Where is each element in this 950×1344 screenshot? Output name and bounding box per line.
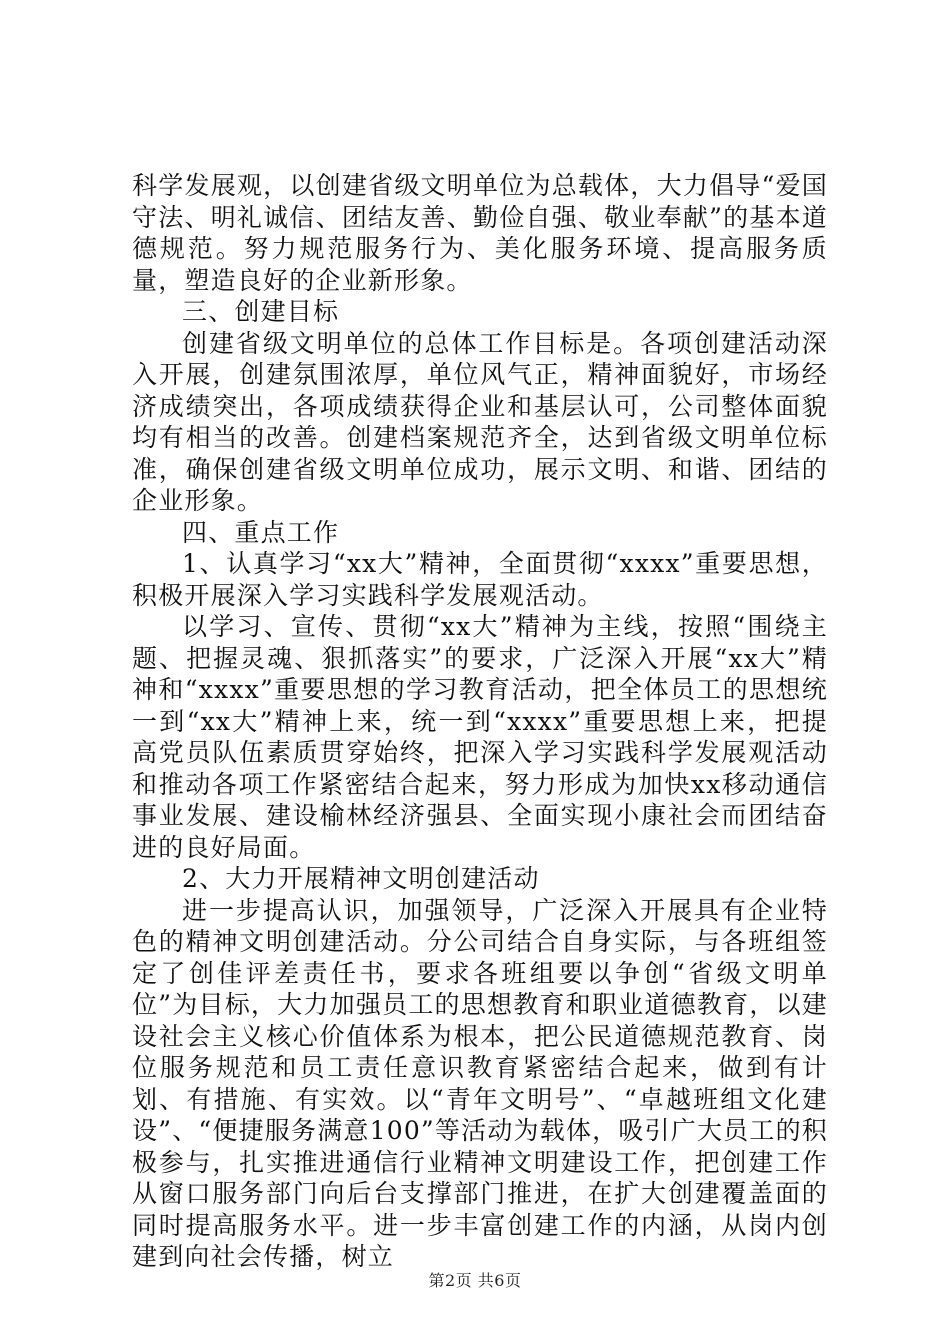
subheading-1: 1、认真学习“xx大”精神，全面贯彻“xxxx”重要思想，积极开展深入学习实践科学发展观活动。: [132, 549, 828, 610]
paragraph-1: 科学发展观，以创建省级文明单位为总载体，大力倡导“爱国守法、明礼诚信、团结友善、勤俭自强、敬业奉献”的基本道德规范。努力规范服务行为、美化服务环境、提高服务质量，塑造良好的企业新形象。: [132, 171, 828, 295]
paragraph-study: 以学习、宣传、贯彻“xx大”精神为主线，按照“围绕主题、把握灵魂、狠抓落实”的要求，广泛深入开展“xx大”精神和“xxxx”重要思想的学习教育活动，把全体员工的思想统一到“xx大”精神上来，统一到“xxxx”重要思想上来，把提高党员队伍素质贯穿始终，把深入学习实践科学发展观活动和推动各项工作紧密结合起来，努力形成为加快xx移动通信事业发展、建设榆林经济强县、全面实现小康社会而团结奋进的良好局面。: [132, 612, 828, 862]
paragraph-civilization: 进一步提高认识，加强领导，广泛深入开展具有企业特色的精神文明创建活动。分公司结合自身实际，与各班组签定了创佳评差责任书，要求各班组要以争创“省级文明单位”为目标，大力加强员工的思想教育和职业道德教育，以建设社会主义核心价值体系为根本，把公民道德规范教育、岗位服务规范和员工责任意识教育紧密结合起来，做到有计划、有措施、有实效。以“青年文明号”、“卓越班组文化建设”、“便捷服务满意100”等活动为载体，吸引广大员工的积极参与，扎实推进通信行业精神文明建设工作，把创建工作从窗口服务部门向后台支撑部门推进，在扩大创建覆盖面的同时提高服务水平。进一步丰富创建工作的内涵，从岗内创建到向社会传播，树立: [132, 895, 828, 1271]
section-heading-key-work: 四、重点工作: [182, 517, 340, 547]
section-heading-goals: 三、创建目标: [182, 297, 340, 326]
paragraph-goals: 创建省级文明单位的总体工作目标是。各项创建活动深入开展，创建氛围浓厚，单位风气正，精神面貌好，市场经济成绩突出，各项成绩获得企业和基层认可，公司整体面貌均有相当的改善。创建档案规范齐全，达到省级文明单位标准，确保创建省级文明单位成功，展示文明、和谐、团结的企业形象。: [132, 328, 828, 515]
page-footer: 第2页 共6页: [428, 1271, 522, 1290]
document-body: [132, 170, 828, 1273]
subheading-2: 2、大力开展精神文明创建活动: [182, 864, 540, 893]
